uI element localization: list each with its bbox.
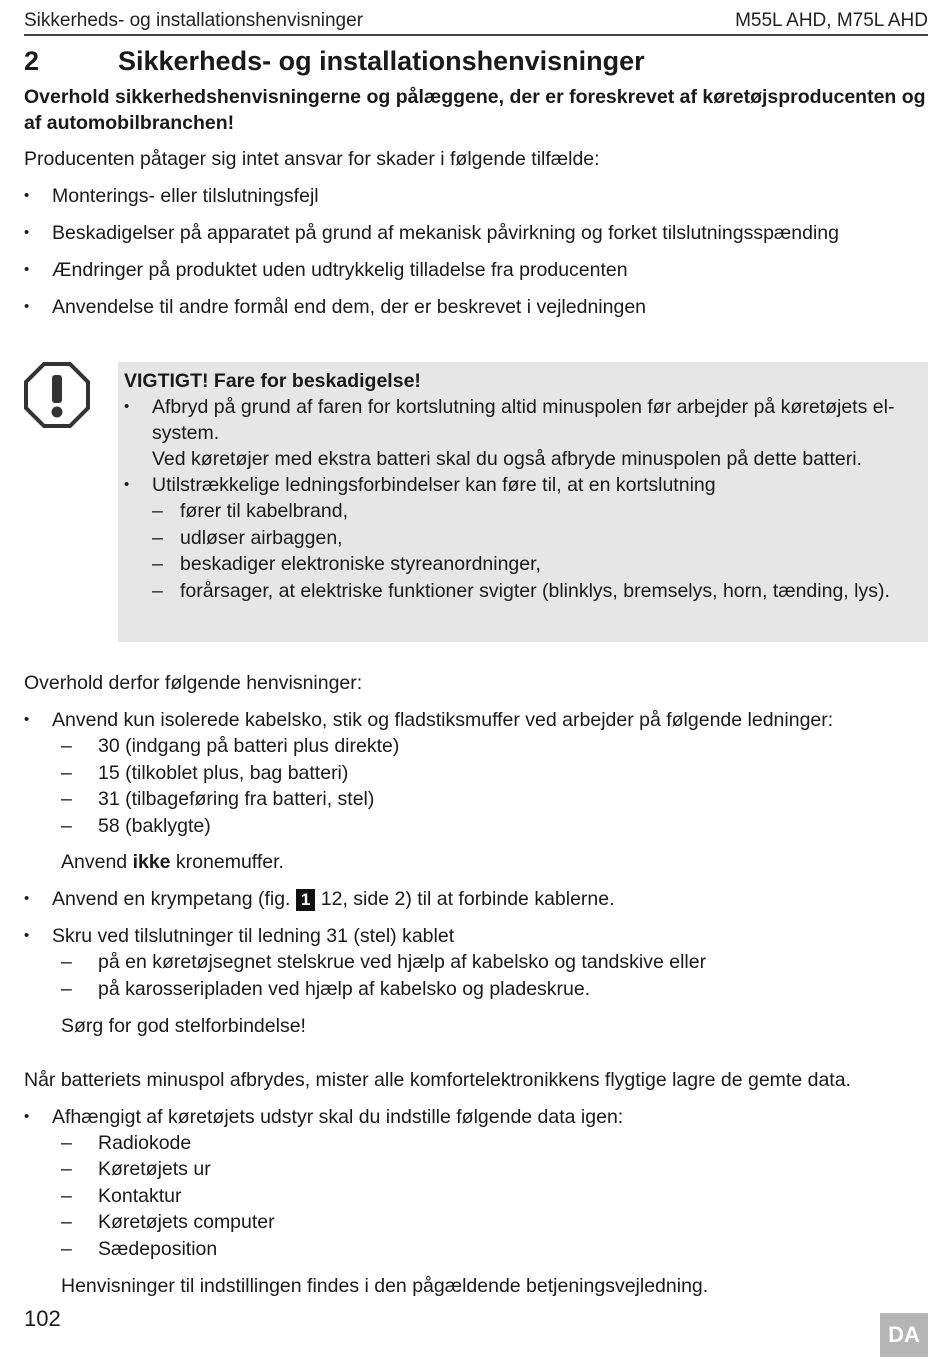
sub-list-item: – Køretøjets ur [61, 1156, 928, 1183]
instruction-3-note: Sørg for god stelforbindelse! [61, 1014, 306, 1037]
warning-item-1-cont: Ved køretøjer med ekstra batteri skal du også afbryde minuspolen på dette batteri. [152, 448, 862, 470]
instruction-1: Anvend kun isolerede kabelsko, stik og fladstiksmuffer ved arbejder på følgende ledninger: [52, 709, 834, 731]
list-item: • Ændringer på produktet uden udtrykkelig tilladelse fra producenten [24, 257, 928, 283]
battery-intro: Når batteriets minuspol afbrydes, mister alle komfortelektronikkens flygtige lagre de gemte data. [24, 1068, 851, 1091]
sub-list-item: – udløser airbaggen, [152, 525, 920, 552]
section-number: 2 [24, 45, 40, 76]
list-item [124, 472, 920, 604]
instructions-intro: Overhold derfor følgende henvisninger: [24, 672, 363, 694]
warning-sub-list [152, 498, 920, 604]
sub-list-item: – beskadiger elektroniske styreanordninger, [152, 551, 920, 578]
liability-list [24, 183, 928, 320]
wire-list [52, 733, 928, 839]
note-text: Anvend [61, 851, 133, 874]
reset-list [52, 1130, 928, 1263]
header-chapter: Sikkerheds- og installationshenvisninger [24, 10, 364, 31]
list-item: • Anvendelse til andre formål end dem, der er beskrevet i vejledningen [24, 294, 928, 320]
note-text: kronemuffer. [170, 851, 284, 874]
note-emphasis: ikke [132, 851, 171, 874]
warning-item-1: Afbryd på grund af faren for kortslutning altid minuspolen før arbejder på køretøjets el-system. [152, 396, 895, 444]
list-item [24, 923, 928, 1002]
warning-block [24, 362, 928, 642]
header-model: M55L AHD, M75L AHD [735, 10, 928, 31]
list-item: • Monterings- eller tilslutningsfejl [24, 183, 928, 209]
sub-list-item: – på karosseripladen ved hjælp af kabelsko og pladeskrue. [61, 976, 928, 1003]
instruction-1-note [61, 849, 928, 875]
instructions-list [24, 707, 928, 839]
battery-item: Afhængigt af køretøjets udstyr skal du indstille følgende data igen: [52, 1105, 624, 1128]
sub-list-item: – på en køretøjsegnet stelskrue ved hjælp af kabelsko og tandskive eller [61, 949, 928, 976]
sub-list-item: – fører til kabelbrand, [152, 498, 920, 525]
section-heading [24, 44, 928, 78]
list-item: • Beskadigelser på apparatet på grund af mekanisk påvirkning og forket tilslutningsspænding [24, 220, 928, 246]
battery-note: Henvisninger til indstillingen findes i den pågældende betjeningsvejledning. [61, 1274, 709, 1297]
lead-text: Overhold sikkerhedshenvisningerne og pålæggene, der er foreskrevet af køretøjsproducenten og af automobilbranchen! [24, 86, 926, 134]
warning-box [118, 362, 928, 642]
sub-list-item: – Kontaktur [61, 1183, 928, 1210]
instruction-2-end: 12, side 2) til at forbinde kablerne. [315, 888, 615, 911]
sub-list-item: – Køretøjets computer [61, 1209, 928, 1236]
figure-reference: 1 [296, 889, 315, 911]
sub-list-item: – 15 (tilkoblet plus, bag batteri) [61, 760, 928, 787]
warning-item-2: Utilstrækkelige ledningsforbindelser kan føre til, at en kortslutning [152, 474, 716, 496]
sub-list-item: – Sædeposition [61, 1236, 928, 1263]
warning-title: VIGTIGT! Fare for beskadigelse! [124, 370, 421, 392]
sub-list-item: – 58 (baklygte) [61, 813, 928, 840]
list-item [124, 394, 920, 472]
page-number: 102 [24, 1306, 61, 1331]
section-title: Sikkerheds- og installationshenvisninger [118, 45, 645, 76]
sub-list-item: – Radiokode [61, 1130, 928, 1157]
language-badge: DA [880, 1313, 928, 1357]
ground-list [52, 949, 928, 1002]
liability-intro: Producenten påtager sig intet ansvar for skader i følgende tilfælde: [24, 148, 600, 170]
exclamation-octagon-icon [24, 362, 90, 428]
battery-list [24, 1104, 928, 1263]
list-item [24, 707, 928, 839]
document-page [24, 0, 928, 1299]
running-header [24, 0, 928, 36]
warning-list [124, 394, 920, 604]
instruction-2: Anvend en krympetang (fig. [52, 888, 296, 911]
sub-list-item: – forårsager, at elektriske funktioner svigter (blinklys, bremselys, horn, tænding, lys). [152, 578, 920, 605]
list-item [24, 886, 928, 912]
sub-list-item: – 31 (tilbageføring fra batteri, stel) [61, 786, 928, 813]
instruction-3: Skru ved tilslutninger til ledning 31 (stel) kablet [52, 925, 455, 948]
list-item [24, 1104, 928, 1263]
sub-list-item: – 30 (indgang på batteri plus direkte) [61, 733, 928, 760]
instructions-list-cont [24, 886, 928, 1002]
